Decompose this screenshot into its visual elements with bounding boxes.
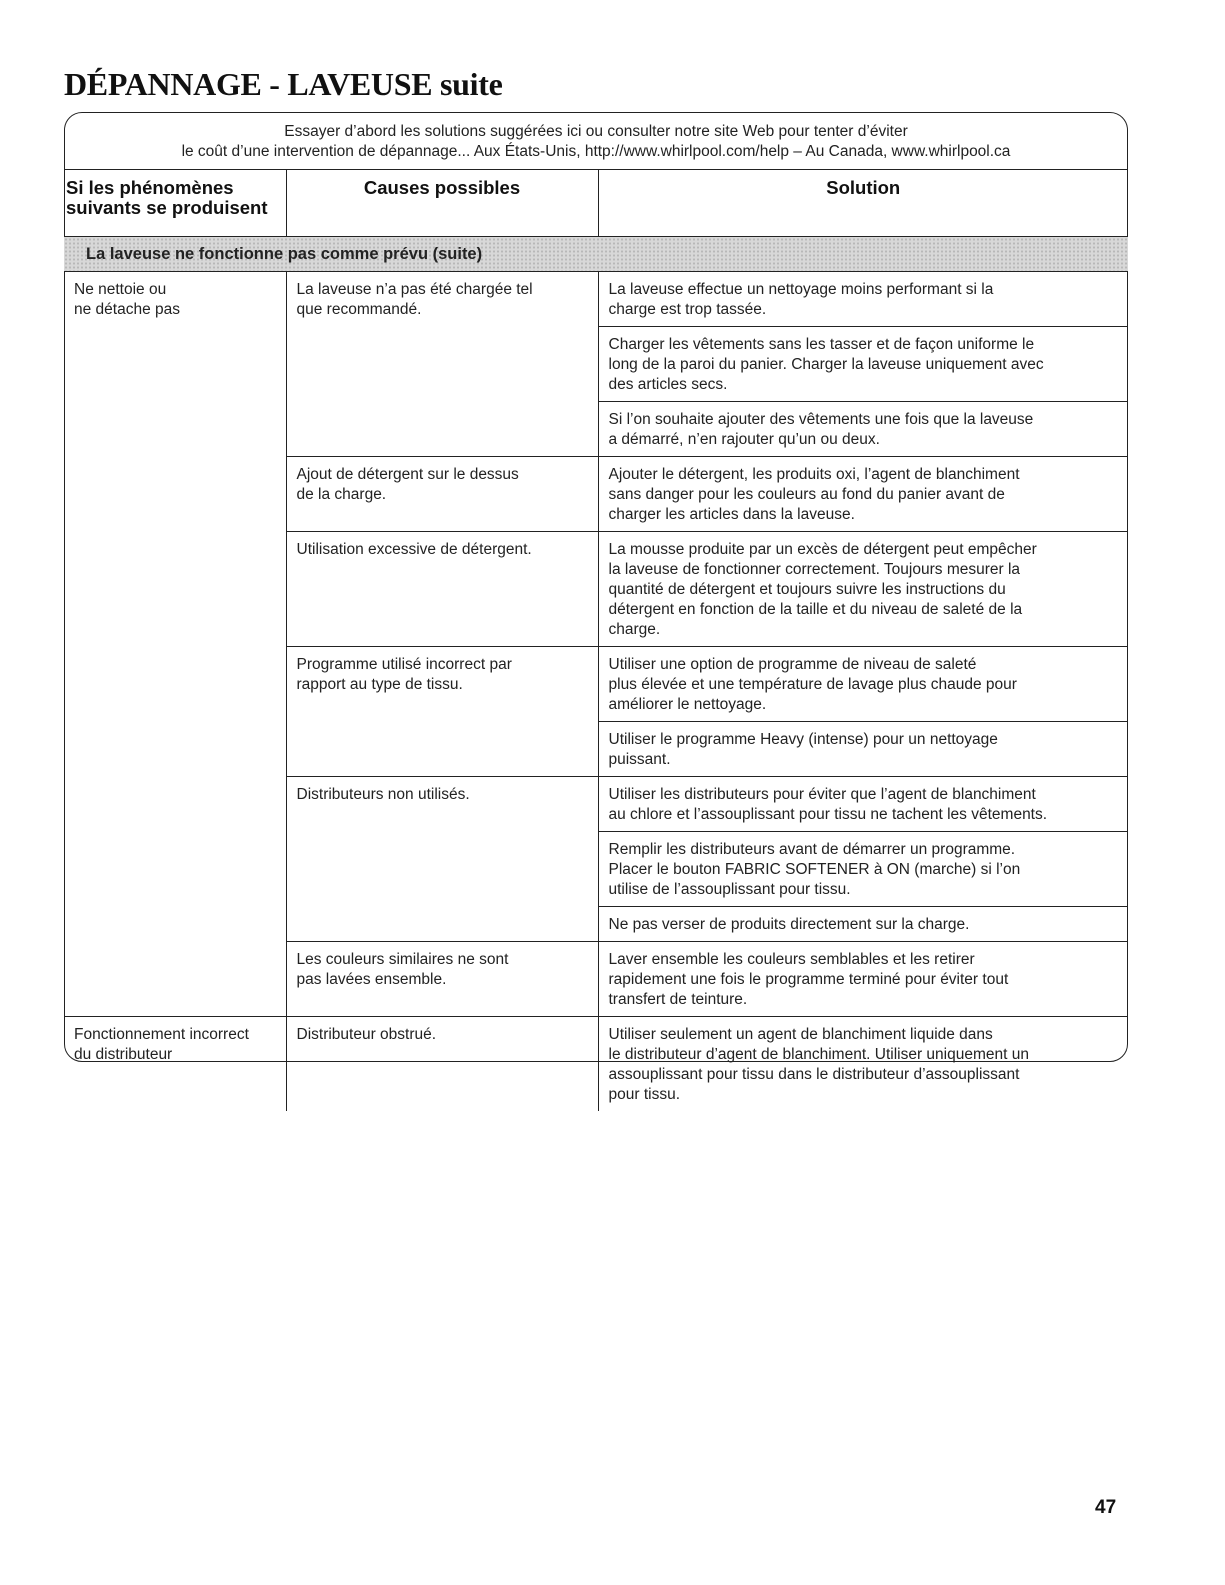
table-header-row <box>64 170 1128 237</box>
table-row <box>64 1017 1128 1112</box>
intro-line-1: Essayer d’abord les solutions suggérées ici ou consulter notre site Web pour tenter d’éviter <box>284 123 908 140</box>
cause-cell: La laveuse n’a pas été chargée tel que recommandé. <box>286 272 598 457</box>
intro-text <box>66 122 1126 162</box>
cause-cell: Programme utilisé incorrect par rapport au type de tissu. <box>286 647 598 777</box>
section-title: La laveuse ne fonctionne pas comme prévu (suite) <box>64 237 1128 272</box>
table-row <box>64 272 1128 327</box>
solution-cell: Ne pas verser de produits directement sur la charge. <box>598 907 1128 942</box>
solution-cell: Utiliser seulement un agent de blanchiment liquide dans le distributeur d’agent de blanchiment. Utiliser uniquement un assouplissant pour tissu dans le distributeur d’assouplissant pour tissu. <box>608 1026 1029 1103</box>
header-problem-line-2: suivants se produisent <box>66 197 268 218</box>
solution-cell: Si l’on souhaite ajouter des vêtements une fois que la laveuse a démarré, n’en rajouter qu’un ou deux. <box>598 402 1128 457</box>
intro-line-2: le coût d’une intervention de dépannage... Aux États-Unis, http://www.whirlpool.com/help – Au Canada, www.whirlpool.ca <box>181 143 1011 160</box>
solution-cell: Utiliser le programme Heavy (intense) pour un nettoyage puissant. <box>598 722 1128 777</box>
header-solution: Solution <box>598 170 1128 237</box>
troubleshooting-table <box>64 169 1128 1111</box>
cause-cell: Distributeur obstrué. <box>286 1017 598 1112</box>
header-cause: Causes possibles <box>286 170 598 237</box>
cause-cell: Les couleurs similaires ne sont pas lavées ensemble. <box>286 942 598 1017</box>
problem-cell: Fonctionnement incorrect du distributeur <box>64 1017 286 1112</box>
page-number: 47 <box>1095 1497 1117 1518</box>
solution-cell: La laveuse effectue un nettoyage moins performant si la charge est trop tassée. <box>598 272 1128 327</box>
cause-cell: Distributeurs non utilisés. <box>286 777 598 942</box>
solution-cell: Ajouter le détergent, les produits oxi, l’agent de blanchiment sans danger pour les couleurs au fond du panier avant de charger les articles dans la laveuse. <box>598 457 1128 532</box>
solution-cell: Utiliser une option de programme de niveau de saleté plus élevée et une température de lavage plus chaude pour améliorer le nettoyage. <box>598 647 1128 722</box>
solution-cell: Remplir les distributeurs avant de démarrer un programme. Placer le bouton FABRIC SOFTENER à ON (marche) si l’on utilise de l’assouplissant pour tissu. <box>598 832 1128 907</box>
problem-cell: Ne nettoie ou ne détache pas <box>64 272 286 1017</box>
solution-cell: Laver ensemble les couleurs semblables et les retirer rapidement une fois le programme terminé pour éviter tout transfert de teinture. <box>598 942 1128 1017</box>
page-title: DÉPANNAGE - LAVEUSE suite <box>64 66 503 102</box>
header-problem-line-1: Si les phénomènes <box>66 177 234 198</box>
header-problem <box>64 170 286 237</box>
solution-cell: La mousse produite par un excès de détergent peut empêcher la laveuse de fonctionner correctement. Toujours mesurer la quantité de détergent et toujours suivre les instructions du détergent en fonction de la taille et du niveau de saleté de la charge. <box>598 532 1128 647</box>
table-body <box>64 272 1128 1112</box>
solution-cell: Charger les vêtements sans les tasser et de façon uniforme le long de la paroi du panier. Charger la laveuse uniquement avec des articles secs. <box>598 327 1128 402</box>
solution-cell: Utiliser les distributeurs pour éviter que l’agent de blanchiment au chlore et l’assouplissant pour tissu ne tachent les vêtements. <box>598 777 1128 832</box>
cause-cell: Utilisation excessive de détergent. <box>286 532 598 647</box>
section-band <box>64 237 1128 272</box>
cause-cell: Ajout de détergent sur le dessus de la charge. <box>286 457 598 532</box>
